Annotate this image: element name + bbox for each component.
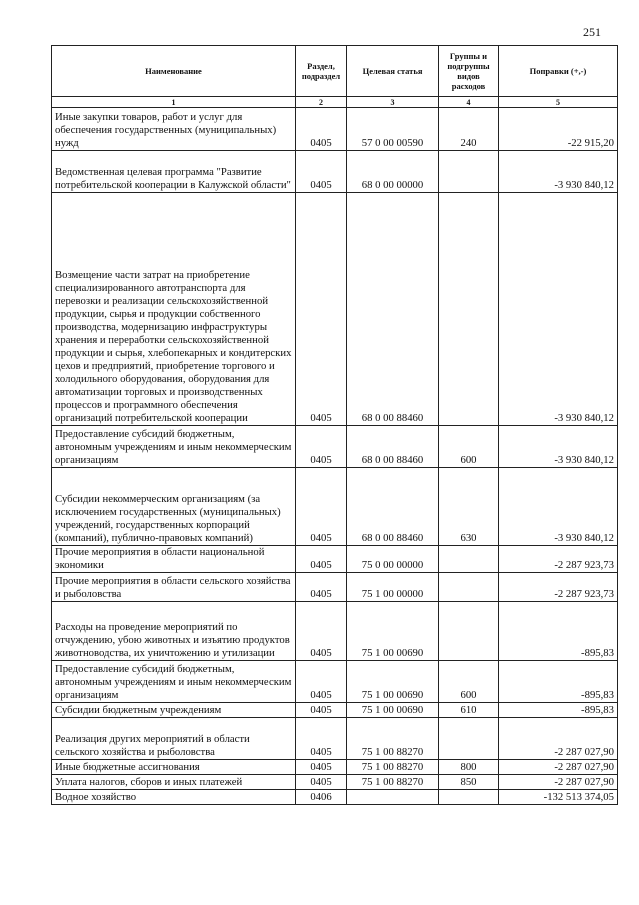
col-number: 1 (52, 97, 296, 108)
col-number: 2 (296, 97, 347, 108)
row-section: 0405 (296, 108, 347, 151)
row-group (439, 573, 499, 602)
row-amount: -132 513 374,05 (499, 790, 618, 805)
row-name: Расходы на проведение мероприятий по отчуждению, убою животных и изъятию продуктов животноводства, их уничтожению и утилизации (52, 602, 296, 661)
row-name: Возмещение части затрат на приобретение специализированного автотранспорта для перевозки и реализации сельскохозяйственной продукции, сырья и продукции собственного производства, модернизацию инфраструктуры хранения и переработки сельскохозяйственной продукции и сырья, хлебопекарных и кондитерских цехов и предприятий, приобретение торгового и холодильного оборудования, оборудования для автоматизации торговых и производственных процессов и программного обеспечения организаций потребительской кооперации (52, 193, 296, 426)
table-row (52, 718, 618, 760)
header-row (52, 46, 618, 97)
row-target: 68 0 00 00000 (347, 151, 439, 193)
table-row (52, 661, 618, 703)
row-name: Предоставление субсидий бюджетным, автономным учреждениям и иным некоммерческим организациям (52, 661, 296, 703)
row-amount: -895,83 (499, 661, 618, 703)
row-target (347, 790, 439, 805)
row-amount: -2 287 027,90 (499, 775, 618, 790)
header-amendment: Поправки (+,-) (499, 46, 618, 97)
row-section: 0405 (296, 546, 347, 573)
row-target: 75 1 00 00690 (347, 602, 439, 661)
row-section: 0405 (296, 468, 347, 546)
table-row (52, 468, 618, 546)
row-section: 0405 (296, 573, 347, 602)
row-target: 68 0 00 88460 (347, 193, 439, 426)
header-target: Целевая статья (347, 46, 439, 97)
row-section: 0405 (296, 426, 347, 468)
row-target: 75 1 00 88270 (347, 760, 439, 775)
row-name: Уплата налогов, сборов и иных платежей (52, 775, 296, 790)
row-name: Реализация других мероприятий в области сельского хозяйства и рыболовства (52, 718, 296, 760)
table-row (52, 602, 618, 661)
row-target: 57 0 00 00590 (347, 108, 439, 151)
row-section: 0405 (296, 718, 347, 760)
budget-table (51, 45, 618, 805)
row-name: Иные закупки товаров, работ и услуг для обеспечения государственных (муниципальных) нужд (52, 108, 296, 151)
table-row (52, 546, 618, 573)
row-section: 0405 (296, 760, 347, 775)
header-group: Группы и подгруппы видов расходов (439, 46, 499, 97)
row-amount: -2 287 027,90 (499, 718, 618, 760)
column-number-row (52, 97, 618, 108)
table-row (52, 790, 618, 805)
header-name: Наименование (52, 46, 296, 97)
row-target: 68 0 00 88460 (347, 468, 439, 546)
row-section: 0406 (296, 790, 347, 805)
row-section: 0405 (296, 661, 347, 703)
row-target: 75 1 00 00000 (347, 573, 439, 602)
row-group: 240 (439, 108, 499, 151)
row-group: 610 (439, 703, 499, 718)
col-number: 5 (499, 97, 618, 108)
row-name: Субсидии бюджетным учреждениям (52, 703, 296, 718)
table-row (52, 775, 618, 790)
row-target: 75 0 00 00000 (347, 546, 439, 573)
row-group (439, 546, 499, 573)
row-name: Водное хозяйство (52, 790, 296, 805)
table-row (52, 573, 618, 602)
table-row (52, 426, 618, 468)
table-row (52, 193, 618, 426)
row-amount: -3 930 840,12 (499, 193, 618, 426)
row-amount: -22 915,20 (499, 108, 618, 151)
row-target: 75 1 00 88270 (347, 775, 439, 790)
row-amount: -895,83 (499, 703, 618, 718)
row-target: 75 1 00 00690 (347, 703, 439, 718)
row-name: Ведомственная целевая программа "Развитие потребительской кооперации в Калужской области" (52, 151, 296, 193)
row-group (439, 718, 499, 760)
row-target: 75 1 00 00690 (347, 661, 439, 703)
col-number: 3 (347, 97, 439, 108)
table-row (52, 151, 618, 193)
header-section: Раздел, подраздел (296, 46, 347, 97)
row-name: Иные бюджетные ассигнования (52, 760, 296, 775)
row-section: 0405 (296, 775, 347, 790)
row-group: 850 (439, 775, 499, 790)
row-group (439, 602, 499, 661)
row-amount: -3 930 840,12 (499, 151, 618, 193)
page-number: 251 (583, 25, 601, 39)
row-name: Субсидии некоммерческим организациям (за исключением государственных (муниципальных) учреждений, государственных корпораций (компаний), публично-правовых компаний) (52, 468, 296, 546)
row-section: 0405 (296, 602, 347, 661)
row-section: 0405 (296, 151, 347, 193)
row-section: 0405 (296, 193, 347, 426)
row-amount: -2 287 923,73 (499, 546, 618, 573)
row-amount: -3 930 840,12 (499, 468, 618, 546)
row-section: 0405 (296, 703, 347, 718)
row-target: 75 1 00 88270 (347, 718, 439, 760)
row-group: 800 (439, 760, 499, 775)
row-amount: -2 287 923,73 (499, 573, 618, 602)
row-group (439, 790, 499, 805)
row-target: 68 0 00 88460 (347, 426, 439, 468)
table-row (52, 703, 618, 718)
row-group: 600 (439, 426, 499, 468)
col-number: 4 (439, 97, 499, 108)
row-name: Прочие мероприятия в области национальной экономики (52, 546, 296, 573)
row-amount: -2 287 027,90 (499, 760, 618, 775)
row-group (439, 193, 499, 426)
row-amount: -3 930 840,12 (499, 426, 618, 468)
row-name: Прочие мероприятия в области сельского хозяйства и рыболовства (52, 573, 296, 602)
row-name: Предоставление субсидий бюджетным, автономным учреждениям и иным некоммерческим организациям (52, 426, 296, 468)
row-group: 600 (439, 661, 499, 703)
row-group: 630 (439, 468, 499, 546)
table-row (52, 108, 618, 151)
row-amount: -895,83 (499, 602, 618, 661)
row-group (439, 151, 499, 193)
table-row (52, 760, 618, 775)
